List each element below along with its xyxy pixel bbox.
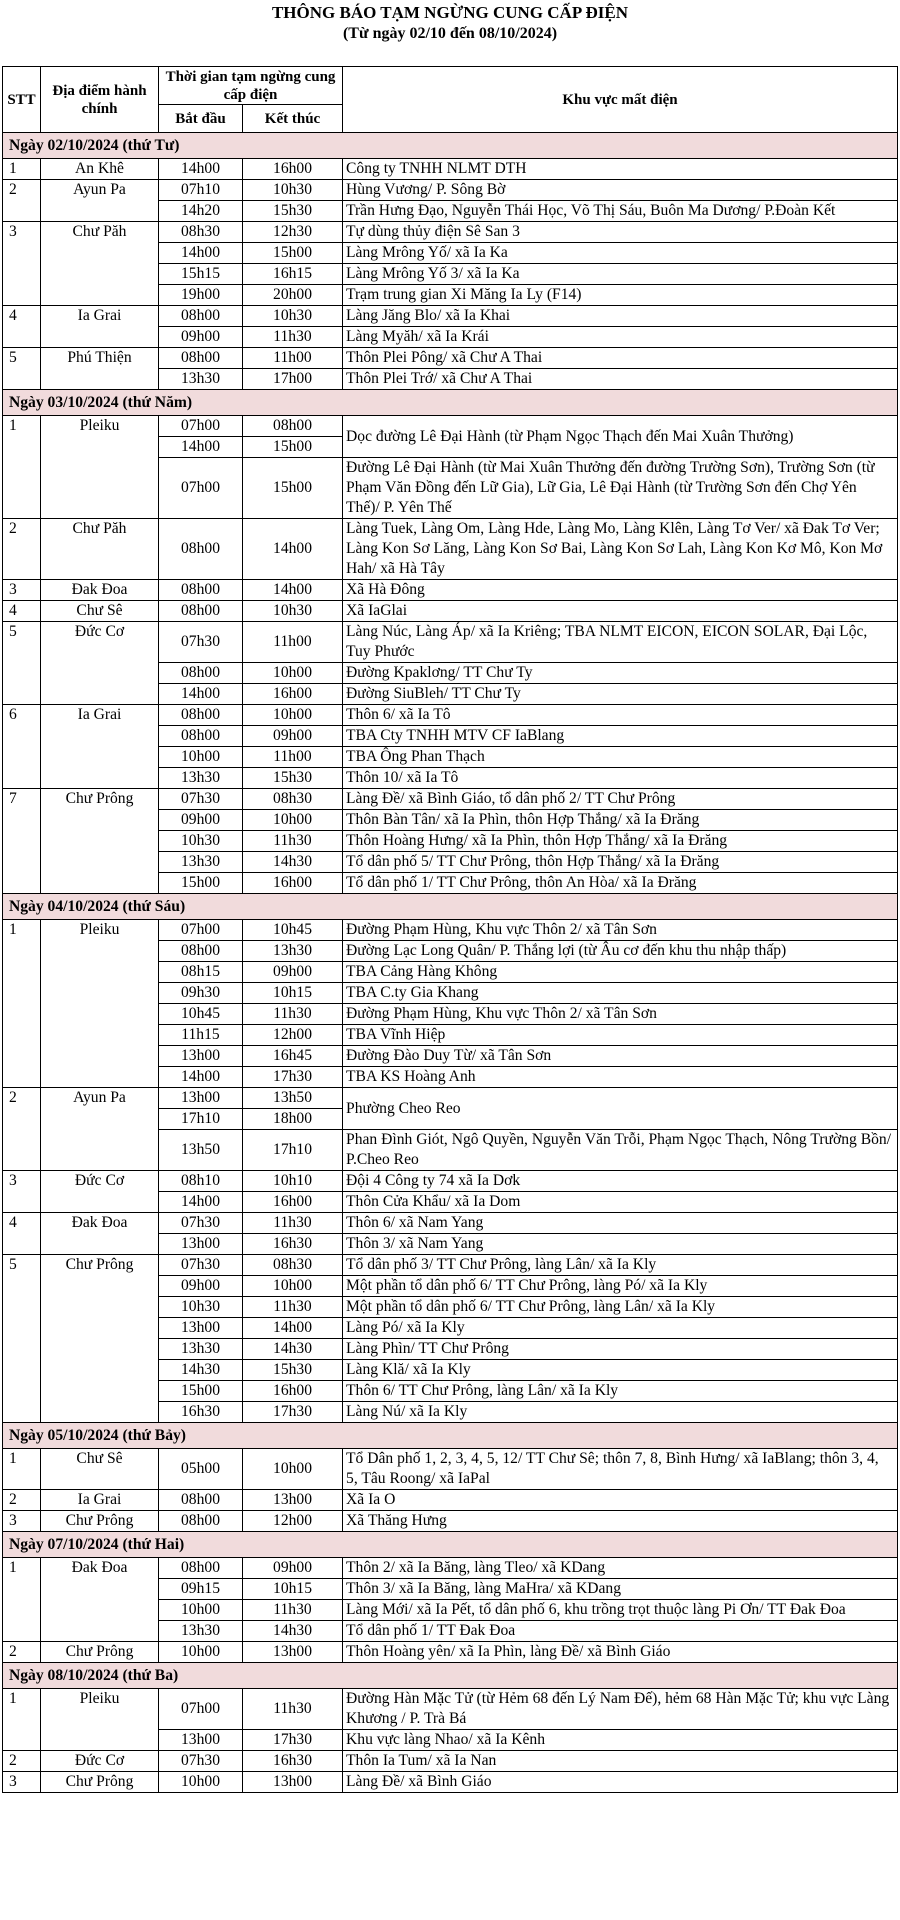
table-row — [3, 1449, 898, 1490]
end-time-cell: 10h00 — [243, 1449, 343, 1490]
end-time-cell: 16h30 — [243, 1751, 343, 1772]
end-time-cell: 16h00 — [243, 684, 343, 705]
outage-area-cell: Một phần tổ dân phố 6/ TT Chư Prông, làng Lân/ xã Ia Kly — [343, 1297, 898, 1318]
end-time-cell: 14h30 — [243, 1339, 343, 1360]
outage-area-cell: Thôn Bàn Tân/ xã Ia Phìn, thôn Hợp Thắng/ xã Ia Đrăng — [343, 810, 898, 831]
end-time-cell: 18h00 — [243, 1109, 343, 1130]
outage-area-cell: Phường Cheo Reo — [343, 1088, 898, 1130]
start-time-cell: 13h50 — [159, 1130, 243, 1171]
table-row — [3, 1642, 898, 1663]
start-time-cell: 08h00 — [159, 601, 243, 622]
header-start: Bắt đầu — [159, 105, 243, 133]
end-time-cell: 10h30 — [243, 306, 343, 327]
outage-area-cell: TBA Cty TNHH MTV CF IaBlang — [343, 726, 898, 747]
table-row — [3, 519, 898, 580]
outage-area-cell: Làng Tuek, Làng Om, Làng Hde, Làng Mo, Làng Klên, Làng Tơ Ver/ xã Đak Tơ Ver; Làng Kon Sơ Lăng, Làng Kon Sơ Bai, Làng Kon Sơ Lah, Làng Kon Kơ Mô, Kon Mơ Hah/ xã Hà Tây — [343, 519, 898, 580]
table-row — [3, 348, 898, 369]
start-time-cell: 13h30 — [159, 768, 243, 789]
start-time-cell: 09h30 — [159, 983, 243, 1004]
start-time-cell: 07h00 — [159, 458, 243, 519]
location-cell: Phú Thiện — [41, 348, 159, 390]
outage-area-cell: Làng Mrông Yố/ xã Ia Ka — [343, 243, 898, 264]
location-cell: Chư Prông — [41, 1255, 159, 1423]
end-time-cell: 17h30 — [243, 1402, 343, 1423]
start-time-cell: 13h30 — [159, 369, 243, 390]
end-time-cell: 15h00 — [243, 243, 343, 264]
outage-schedule-table — [2, 66, 898, 1793]
outage-area-cell: Trạm trung gian Xi Măng Ia Ly (F14) — [343, 285, 898, 306]
stt-cell: 1 — [3, 1689, 41, 1751]
location-cell: Đức Cơ — [41, 1171, 159, 1213]
location-cell: Chư Prông — [41, 1511, 159, 1532]
end-time-cell: 16h00 — [243, 873, 343, 894]
outage-area-cell: Trần Hưng Đạo, Nguyễn Thái Học, Võ Thị Sáu, Buôn Ma Dương/ P.Đoàn Kết — [343, 201, 898, 222]
outage-area-cell: Thôn Hoàng Hưng/ xã Ia Phìn, thôn Hợp Thắng/ xã Ia Đrăng — [343, 831, 898, 852]
location-cell: Đức Cơ — [41, 1751, 159, 1772]
table-row — [3, 1088, 898, 1109]
outage-area-cell: Dọc đường Lê Đại Hành (từ Phạm Ngọc Thạch đến Mai Xuân Thưởng) — [343, 416, 898, 458]
outage-area-cell: Làng Đề/ xã Bình Giáo, tổ dân phố 2/ TT Chư Prông — [343, 789, 898, 810]
start-time-cell: 13h30 — [159, 852, 243, 873]
outage-area-cell: Xã Hà Đông — [343, 580, 898, 601]
start-time-cell: 10h30 — [159, 831, 243, 852]
stt-cell: 2 — [3, 1642, 41, 1663]
start-time-cell: 13h00 — [159, 1088, 243, 1109]
end-time-cell: 11h30 — [243, 1297, 343, 1318]
location-cell: An Khê — [41, 159, 159, 180]
start-time-cell: 10h30 — [159, 1297, 243, 1318]
start-time-cell: 10h00 — [159, 1772, 243, 1793]
start-time-cell: 07h00 — [159, 1689, 243, 1730]
start-time-cell: 08h00 — [159, 519, 243, 580]
start-time-cell: 09h00 — [159, 327, 243, 348]
end-time-cell: 17h30 — [243, 1067, 343, 1088]
outage-area-cell: Tổ Dân phố 1, 2, 3, 4, 5, 12/ TT Chư Sê; thôn 7, 8, Bình Hưng/ xã IaBlang; thôn 3, 4, 5, Tâu Roong/ xã IaPal — [343, 1449, 898, 1490]
stt-cell: 3 — [3, 1511, 41, 1532]
end-time-cell: 11h30 — [243, 1213, 343, 1234]
table-row — [3, 705, 898, 726]
day-label: Ngày 02/10/2024 (thứ Tư) — [3, 133, 898, 159]
start-time-cell: 07h10 — [159, 180, 243, 201]
outage-area-cell: TBA Vĩnh Hiệp — [343, 1025, 898, 1046]
end-time-cell: 11h00 — [243, 747, 343, 768]
outage-area-cell: Đường Phạm Hùng, Khu vực Thôn 2/ xã Tân Sơn — [343, 1004, 898, 1025]
outage-area-cell: Thôn 2/ xã Ia Băng, làng Tleo/ xã KDang — [343, 1558, 898, 1579]
outage-area-cell: Đường SiuBleh/ TT Chư Ty — [343, 684, 898, 705]
end-time-cell: 11h30 — [243, 1600, 343, 1621]
start-time-cell: 13h30 — [159, 1339, 243, 1360]
stt-cell: 4 — [3, 306, 41, 348]
outage-area-cell: Làng Mrông Yố 3/ xã Ia Ka — [343, 264, 898, 285]
outage-area-cell: Hùng Vương/ P. Sông Bờ — [343, 180, 898, 201]
table-row — [3, 580, 898, 601]
stt-cell: 2 — [3, 1751, 41, 1772]
location-cell: Pleiku — [41, 416, 159, 519]
end-time-cell: 15h30 — [243, 201, 343, 222]
header-end: Kết thúc — [243, 105, 343, 133]
outage-area-cell: TBA C.ty Gia Khang — [343, 983, 898, 1004]
day-header-row — [3, 1663, 898, 1689]
day-header-row — [3, 390, 898, 416]
day-header-row — [3, 1423, 898, 1449]
stt-cell: 1 — [3, 1449, 41, 1490]
end-time-cell: 13h50 — [243, 1088, 343, 1109]
end-time-cell: 11h30 — [243, 1689, 343, 1730]
start-time-cell: 14h00 — [159, 437, 243, 458]
outage-area-cell: Thôn 3/ xã Ia Băng, làng MaHra/ xã KDang — [343, 1579, 898, 1600]
end-time-cell: 15h30 — [243, 768, 343, 789]
stt-cell: 2 — [3, 1088, 41, 1171]
start-time-cell: 14h00 — [159, 684, 243, 705]
start-time-cell: 15h00 — [159, 873, 243, 894]
end-time-cell: 10h00 — [243, 1276, 343, 1297]
start-time-cell: 08h00 — [159, 941, 243, 962]
stt-cell: 2 — [3, 180, 41, 222]
header-location: Địa điểm hành chính — [41, 67, 159, 133]
outage-area-cell: Thôn 3/ xã Nam Yang — [343, 1234, 898, 1255]
start-time-cell: 07h00 — [159, 920, 243, 941]
outage-area-cell: Làng Nú/ xã Ia Kly — [343, 1402, 898, 1423]
start-time-cell: 10h00 — [159, 1600, 243, 1621]
start-time-cell: 08h00 — [159, 705, 243, 726]
end-time-cell: 16h30 — [243, 1234, 343, 1255]
start-time-cell: 14h00 — [159, 1192, 243, 1213]
end-time-cell: 16h45 — [243, 1046, 343, 1067]
table-row — [3, 1171, 898, 1192]
outage-area-cell: Thôn 10/ xã Ia Tô — [343, 768, 898, 789]
end-time-cell: 10h15 — [243, 1579, 343, 1600]
outage-area-cell: Đường Phạm Hùng, Khu vực Thôn 2/ xã Tân Sơn — [343, 920, 898, 941]
end-time-cell: 11h30 — [243, 1004, 343, 1025]
start-time-cell: 07h30 — [159, 1255, 243, 1276]
end-time-cell: 10h30 — [243, 180, 343, 201]
end-time-cell: 16h15 — [243, 264, 343, 285]
start-time-cell: 10h00 — [159, 1642, 243, 1663]
start-time-cell: 09h00 — [159, 1276, 243, 1297]
day-label: Ngày 07/10/2024 (thứ Hai) — [3, 1532, 898, 1558]
stt-cell: 1 — [3, 416, 41, 519]
outage-area-cell: Tổ dân phố 5/ TT Chư Prông, thôn Hợp Thắng/ xã Ia Đrăng — [343, 852, 898, 873]
table-row — [3, 1558, 898, 1579]
outage-area-cell: Khu vực làng Nhao/ xã Ia Kênh — [343, 1730, 898, 1751]
location-cell: Pleiku — [41, 920, 159, 1088]
location-cell: Chư Păh — [41, 519, 159, 580]
start-time-cell: 07h00 — [159, 416, 243, 437]
start-time-cell: 15h15 — [159, 264, 243, 285]
end-time-cell: 13h00 — [243, 1642, 343, 1663]
end-time-cell: 14h00 — [243, 580, 343, 601]
location-cell: Chư Sê — [41, 1449, 159, 1490]
outage-area-cell: Làng Pó/ xã Ia Kly — [343, 1318, 898, 1339]
table-row — [3, 1213, 898, 1234]
header-stt: STT — [3, 67, 41, 133]
table-row — [3, 159, 898, 180]
end-time-cell: 10h15 — [243, 983, 343, 1004]
end-time-cell: 14h00 — [243, 1318, 343, 1339]
start-time-cell: 14h00 — [159, 243, 243, 264]
stt-cell: 4 — [3, 1213, 41, 1255]
outage-area-cell: Đội 4 Công ty 74 xã Ia Dơk — [343, 1171, 898, 1192]
start-time-cell: 17h10 — [159, 1109, 243, 1130]
start-time-cell: 15h00 — [159, 1381, 243, 1402]
day-label: Ngày 04/10/2024 (thứ Sáu) — [3, 894, 898, 920]
stt-cell: 3 — [3, 222, 41, 306]
end-time-cell: 10h30 — [243, 601, 343, 622]
table-row — [3, 1255, 898, 1276]
outage-area-cell: Thôn 6/ xã Nam Yang — [343, 1213, 898, 1234]
start-time-cell: 05h00 — [159, 1449, 243, 1490]
start-time-cell: 14h00 — [159, 1067, 243, 1088]
outage-area-cell: TBA Cảng Hàng Không — [343, 962, 898, 983]
start-time-cell: 19h00 — [159, 285, 243, 306]
end-time-cell: 13h00 — [243, 1490, 343, 1511]
outage-area-cell: Làng Đề/ xã Bình Giáo — [343, 1772, 898, 1793]
start-time-cell: 14h00 — [159, 159, 243, 180]
end-time-cell: 10h00 — [243, 810, 343, 831]
stt-cell: 2 — [3, 519, 41, 580]
stt-cell: 3 — [3, 1772, 41, 1793]
location-cell: Ia Grai — [41, 1490, 159, 1511]
day-label: Ngày 08/10/2024 (thứ Ba) — [3, 1663, 898, 1689]
start-time-cell: 09h00 — [159, 810, 243, 831]
end-time-cell: 08h00 — [243, 416, 343, 437]
end-time-cell: 14h30 — [243, 1621, 343, 1642]
location-cell: Đak Đoa — [41, 1213, 159, 1255]
location-cell: Chư Păh — [41, 222, 159, 306]
stt-cell: 5 — [3, 348, 41, 390]
outage-area-cell: Làng Klă/ xã Ia Kly — [343, 1360, 898, 1381]
end-time-cell: 16h00 — [243, 159, 343, 180]
end-time-cell: 10h00 — [243, 663, 343, 684]
outage-area-cell: Xã Ia O — [343, 1490, 898, 1511]
end-time-cell: 12h00 — [243, 1511, 343, 1532]
outage-area-cell: Một phần tổ dân phố 6/ TT Chư Prông, làng Pó/ xã Ia Kly — [343, 1276, 898, 1297]
location-cell: Ayun Pa — [41, 180, 159, 222]
header-area: Khu vực mất điện — [343, 67, 898, 133]
stt-cell: 1 — [3, 1558, 41, 1642]
start-time-cell: 08h30 — [159, 222, 243, 243]
start-time-cell: 14h20 — [159, 201, 243, 222]
table-row — [3, 180, 898, 201]
outage-area-cell: TBA Ông Phan Thạch — [343, 747, 898, 768]
stt-cell: 6 — [3, 705, 41, 789]
end-time-cell: 17h10 — [243, 1130, 343, 1171]
outage-area-cell: Làng Jăng Blo/ xã Ia Khai — [343, 306, 898, 327]
stt-cell: 1 — [3, 159, 41, 180]
location-cell: Ia Grai — [41, 705, 159, 789]
outage-area-cell: Tổ dân phố 1/ TT Đak Đoa — [343, 1621, 898, 1642]
end-time-cell: 11h30 — [243, 831, 343, 852]
outage-area-cell: Thôn Ia Tum/ xã Ia Nan — [343, 1751, 898, 1772]
end-time-cell: 16h00 — [243, 1381, 343, 1402]
start-time-cell: 08h00 — [159, 726, 243, 747]
outage-area-cell: Tổ dân phố 3/ TT Chư Prông, làng Lân/ xã Ia Kly — [343, 1255, 898, 1276]
end-time-cell: 13h00 — [243, 1772, 343, 1793]
start-time-cell: 13h00 — [159, 1046, 243, 1067]
start-time-cell: 13h00 — [159, 1730, 243, 1751]
location-cell: Đak Đoa — [41, 580, 159, 601]
table-row — [3, 222, 898, 243]
end-time-cell: 12h30 — [243, 222, 343, 243]
end-time-cell: 10h10 — [243, 1171, 343, 1192]
start-time-cell: 07h30 — [159, 789, 243, 810]
start-time-cell: 08h10 — [159, 1171, 243, 1192]
table-row — [3, 1689, 898, 1730]
table-row — [3, 920, 898, 941]
end-time-cell: 12h00 — [243, 1025, 343, 1046]
day-header-row — [3, 894, 898, 920]
outage-area-cell: Xã Thăng Hưng — [343, 1511, 898, 1532]
stt-cell: 3 — [3, 1171, 41, 1213]
location-cell: Đức Cơ — [41, 622, 159, 705]
table-row — [3, 306, 898, 327]
stt-cell: 3 — [3, 580, 41, 601]
table-row — [3, 416, 898, 437]
table-row — [3, 1772, 898, 1793]
end-time-cell: 17h00 — [243, 369, 343, 390]
outage-area-cell: Thôn Plei Trớ/ xã Chư A Thai — [343, 369, 898, 390]
outage-area-cell: Phan Đình Giót, Ngô Quyền, Nguyễn Văn Trỗi, Phạm Ngọc Thạch, Nông Trường Bồn/ P.Cheo Reo — [343, 1130, 898, 1171]
table-row — [3, 1511, 898, 1532]
outage-area-cell: Thôn Cửa Khẩu/ xã Ia Dom — [343, 1192, 898, 1213]
start-time-cell: 10h00 — [159, 747, 243, 768]
table-row — [3, 622, 898, 663]
end-time-cell: 09h00 — [243, 962, 343, 983]
end-time-cell: 11h00 — [243, 348, 343, 369]
schedule-body — [3, 133, 898, 1793]
outage-area-cell: Đường Lạc Long Quân/ P. Thắng lợi (từ Âu cơ đến khu thu nhập thấp) — [343, 941, 898, 962]
day-label: Ngày 05/10/2024 (thứ Bảy) — [3, 1423, 898, 1449]
start-time-cell: 13h00 — [159, 1234, 243, 1255]
stt-cell: 1 — [3, 920, 41, 1088]
start-time-cell: 08h00 — [159, 663, 243, 684]
outage-area-cell: Làng Mới/ xã Ia Pết, tổ dân phố 6, khu trồng trọt thuộc làng Pi Ơn/ TT Đak Đoa — [343, 1600, 898, 1621]
table-row — [3, 789, 898, 810]
start-time-cell: 08h00 — [159, 1511, 243, 1532]
end-time-cell: 14h00 — [243, 519, 343, 580]
start-time-cell: 08h15 — [159, 962, 243, 983]
outage-area-cell: Đường Hàn Mặc Tử (từ Hẻm 68 đến Lý Nam Đế), hẻm 68 Hàn Mặc Tử; khu vực Làng Khương / P. Trà Bá — [343, 1689, 898, 1730]
end-time-cell: 15h00 — [243, 437, 343, 458]
end-time-cell: 09h00 — [243, 1558, 343, 1579]
location-cell: Pleiku — [41, 1689, 159, 1751]
outage-area-cell: Đường Lê Đại Hành (từ Mai Xuân Thưởng đến đường Trường Sơn), Trường Sơn (từ Phạm Văn Đồng đến Lữ Gia), Lữ Gia, Lê Đại Hành (từ Trường Sơn đến Chợ Yên Thế)/ P. Yên Thế — [343, 458, 898, 519]
outage-area-cell: Tổ dân phố 1/ TT Chư Prông, thôn An Hòa/ xã Ia Đrăng — [343, 873, 898, 894]
location-cell: Chư Prông — [41, 1642, 159, 1663]
start-time-cell: 07h30 — [159, 1751, 243, 1772]
day-header-row — [3, 1532, 898, 1558]
outage-area-cell: Tự dùng thủy điện Sê San 3 — [343, 222, 898, 243]
page-subtitle: (Từ ngày 02/10 đến 08/10/2024) — [342, 25, 558, 42]
stt-cell: 4 — [3, 601, 41, 622]
start-time-cell: 08h00 — [159, 306, 243, 327]
end-time-cell: 20h00 — [243, 285, 343, 306]
end-time-cell: 08h30 — [243, 1255, 343, 1276]
location-cell: Ayun Pa — [41, 1088, 159, 1171]
outage-area-cell: Đường Đào Duy Từ/ xã Tân Sơn — [343, 1046, 898, 1067]
outage-area-cell: Thôn Hoàng yên/ xã Ia Phìn, làng Đề/ xã Bình Giáo — [343, 1642, 898, 1663]
outage-area-cell: Xã IaGlai — [343, 601, 898, 622]
end-time-cell: 17h30 — [243, 1730, 343, 1751]
outage-area-cell: Làng Myăh/ xã Ia Krái — [343, 327, 898, 348]
start-time-cell: 08h00 — [159, 1558, 243, 1579]
end-time-cell: 15h00 — [243, 458, 343, 519]
end-time-cell: 13h30 — [243, 941, 343, 962]
end-time-cell: 11h00 — [243, 622, 343, 663]
end-time-cell: 16h00 — [243, 1192, 343, 1213]
start-time-cell: 09h15 — [159, 1579, 243, 1600]
outage-area-cell: Thôn 6/ xã Ia Tô — [343, 705, 898, 726]
outage-area-cell: Làng Núc, Làng Áp/ xã Ia Kriêng; TBA NLMT EICON, EICON SOLAR, Đại Lộc, Tuy Phước — [343, 622, 898, 663]
outage-area-cell: Làng Phìn/ TT Chư Prông — [343, 1339, 898, 1360]
stt-cell: 5 — [3, 1255, 41, 1423]
table-row — [3, 601, 898, 622]
stt-cell: 5 — [3, 622, 41, 705]
location-cell: Chư Prông — [41, 789, 159, 894]
end-time-cell: 10h00 — [243, 705, 343, 726]
table-row — [3, 1490, 898, 1511]
start-time-cell: 11h15 — [159, 1025, 243, 1046]
end-time-cell: 11h30 — [243, 327, 343, 348]
location-cell: Chư Sê — [41, 601, 159, 622]
outage-area-cell: Thôn 6/ TT Chư Prông, làng Lân/ xã Ia Kly — [343, 1381, 898, 1402]
start-time-cell: 07h30 — [159, 622, 243, 663]
start-time-cell: 10h45 — [159, 1004, 243, 1025]
start-time-cell: 08h00 — [159, 580, 243, 601]
day-header-row — [3, 133, 898, 159]
outage-area-cell: Thôn Plei Pông/ xã Chư A Thai — [343, 348, 898, 369]
start-time-cell: 16h30 — [159, 1402, 243, 1423]
start-time-cell: 13h00 — [159, 1318, 243, 1339]
end-time-cell: 09h00 — [243, 726, 343, 747]
end-time-cell: 10h45 — [243, 920, 343, 941]
location-cell: Đak Đoa — [41, 1558, 159, 1642]
table-row — [3, 1751, 898, 1772]
start-time-cell: 08h00 — [159, 348, 243, 369]
outage-area-cell: Công ty TNHH NLMT DTH — [343, 159, 898, 180]
start-time-cell: 08h00 — [159, 1490, 243, 1511]
start-time-cell: 14h30 — [159, 1360, 243, 1381]
day-label: Ngày 03/10/2024 (thứ Năm) — [3, 390, 898, 416]
stt-cell: 2 — [3, 1490, 41, 1511]
outage-area-cell: Đường Kpaklơng/ TT Chư Ty — [343, 663, 898, 684]
location-cell: Ia Grai — [41, 306, 159, 348]
page-title: THÔNG BÁO TẠM NGỪNG CUNG CẤP ĐIỆN — [271, 3, 629, 22]
location-cell: Chư Prông — [41, 1772, 159, 1793]
start-time-cell: 13h30 — [159, 1621, 243, 1642]
outage-area-cell: TBA KS Hoàng Anh — [343, 1067, 898, 1088]
header-time: Thời gian tạm ngừng cung cấp điện — [159, 67, 343, 105]
end-time-cell: 14h30 — [243, 852, 343, 873]
end-time-cell: 08h30 — [243, 789, 343, 810]
end-time-cell: 15h30 — [243, 1360, 343, 1381]
stt-cell: 7 — [3, 789, 41, 894]
start-time-cell: 07h30 — [159, 1213, 243, 1234]
